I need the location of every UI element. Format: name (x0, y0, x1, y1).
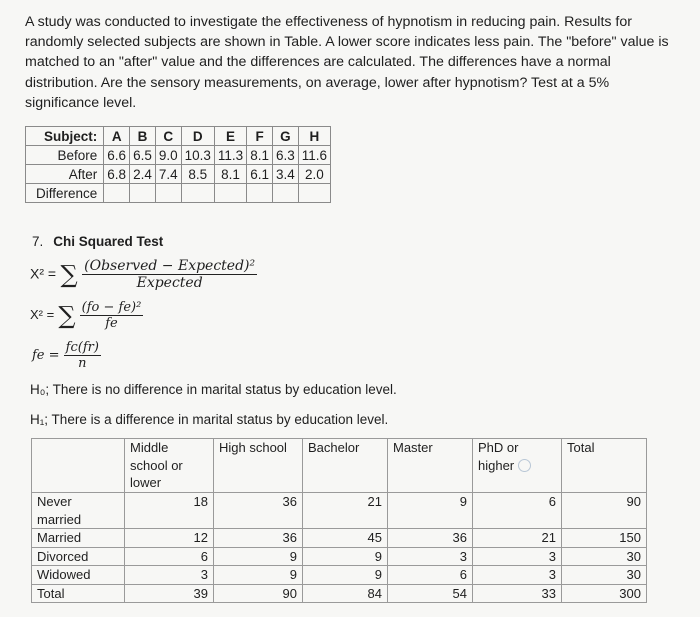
table-cell: 36 (214, 493, 303, 529)
difference-row (26, 184, 331, 203)
difference-cell (104, 184, 130, 203)
chi-square-formula (30, 258, 257, 291)
after-cell: 8.1 (214, 165, 246, 184)
before-cell: 11.6 (298, 146, 330, 165)
chi-square-frequency-formula (30, 300, 143, 331)
subject-table (25, 126, 331, 203)
formula-fraction (82, 258, 257, 291)
subject-row (26, 127, 331, 146)
table-cell: 6 (473, 493, 562, 529)
table-row (32, 529, 647, 548)
table-cell: 33 (473, 584, 562, 603)
sigma-symbol: ∑ (60, 260, 78, 289)
circle-icon (518, 459, 531, 472)
before-cell: 8.1 (247, 146, 273, 165)
difference-cell (181, 184, 214, 203)
subject-cell: D (181, 127, 214, 146)
table-cell: 36 (214, 529, 303, 548)
table-cell: 9 (388, 493, 473, 529)
row-label: Divorced (32, 547, 125, 566)
table-cell: 9 (303, 547, 388, 566)
subject-cell: H (298, 127, 330, 146)
difference-cell (247, 184, 273, 203)
difference-cell (155, 184, 181, 203)
subject-cell: A (104, 127, 130, 146)
section-number: 7. (32, 234, 44, 249)
table-cell: 54 (388, 584, 473, 603)
header-cell: Bachelor (303, 439, 388, 493)
table-cell: 84 (303, 584, 388, 603)
table-cell: 6 (388, 566, 473, 585)
section-title: Chi Squared Test (53, 234, 164, 249)
subject-cell: B (130, 127, 156, 146)
table-cell: 300 (562, 584, 647, 603)
null-hypothesis: H₀; There is no difference in marital status by education level. (30, 382, 397, 397)
before-cell: 6.3 (272, 146, 298, 165)
difference-cell (214, 184, 246, 203)
table-row (32, 547, 647, 566)
table-cell: 21 (473, 529, 562, 548)
header-cell: Master (388, 439, 473, 493)
before-cell: 11.3 (214, 146, 246, 165)
subject-cell: F (247, 127, 273, 146)
table-cell: 6 (125, 547, 214, 566)
table-cell: 12 (125, 529, 214, 548)
subject-cell: E (214, 127, 246, 146)
difference-cell (130, 184, 156, 203)
header-row (32, 439, 647, 493)
after-cell: 6.1 (247, 165, 273, 184)
table-row (32, 493, 647, 529)
header-label: PhD or higher (478, 440, 519, 473)
table-row (32, 566, 647, 585)
subject-cell: C (155, 127, 181, 146)
formula-numerator: (fo − fe)² (81, 300, 142, 315)
table-cell: 90 (214, 584, 303, 603)
table-cell: 3 (473, 547, 562, 566)
before-row (26, 146, 331, 165)
formula-lhs: X² = (30, 265, 57, 282)
row-label: Total (32, 584, 125, 603)
formula-numerator: (Observed − Expected)² (84, 258, 256, 274)
table-cell: 9 (303, 566, 388, 585)
after-cell: 3.4 (272, 165, 298, 184)
row-label: Difference (26, 184, 104, 203)
formula-denominator: n (78, 356, 87, 371)
row-label: After (26, 165, 104, 184)
table-cell: 150 (562, 529, 647, 548)
formula-denominator: fe (105, 316, 118, 331)
table-cell: 30 (562, 547, 647, 566)
table-cell: 39 (125, 584, 214, 603)
row-label: Never married (32, 493, 125, 529)
table-cell: 18 (125, 493, 214, 529)
corner-cell (32, 439, 125, 493)
table-cell: 45 (303, 529, 388, 548)
formula-numerator: fc(fr) (65, 340, 99, 355)
difference-cell (272, 184, 298, 203)
row-label: Before (26, 146, 104, 165)
table-cell: 30 (562, 566, 647, 585)
formula-lhs: fe = (32, 348, 60, 363)
total-row (32, 584, 647, 603)
after-cell: 7.4 (155, 165, 181, 184)
header-cell: Middle school or lower (125, 439, 214, 493)
row-label: Married (32, 529, 125, 548)
formula-lhs: X² = (30, 307, 55, 322)
header-cell: Total (562, 439, 647, 493)
header-cell: High school (214, 439, 303, 493)
table-cell: 3 (125, 566, 214, 585)
table-cell: 21 (303, 493, 388, 529)
table-cell: 9 (214, 547, 303, 566)
row-label: Widowed (32, 566, 125, 585)
contingency-table (31, 438, 647, 603)
formula-fraction (64, 340, 101, 371)
alternative-hypothesis: H₁; There is a difference in marital status by education level. (30, 412, 389, 427)
table-cell: 90 (562, 493, 647, 529)
table-cell: 3 (473, 566, 562, 585)
after-cell: 6.8 (104, 165, 130, 184)
before-cell: 6.6 (104, 146, 130, 165)
sigma-symbol: ∑ (58, 301, 76, 330)
table-cell: 36 (388, 529, 473, 548)
before-cell: 10.3 (181, 146, 214, 165)
question-text: A study was conducted to investigate the effectiveness of hypnotism in reducing pain. Results for randomly selected subjects are shown in Table. A lower score indicates less pain. The "before" value is matched to an "after" value and the differences are calculated. The differences have a normal distribution. Are the sensory measurements, on average, lower after hypnotism? Test at a 5% significance level. (25, 14, 669, 111)
before-cell: 6.5 (130, 146, 156, 165)
subject-cell: G (272, 127, 298, 146)
before-cell: 9.0 (155, 146, 181, 165)
difference-cell (298, 184, 330, 203)
table-cell: 9 (214, 566, 303, 585)
section-heading (32, 234, 163, 249)
after-cell: 2.0 (298, 165, 330, 184)
row-label: Subject: (26, 127, 104, 146)
formula-denominator: Expected (136, 275, 203, 291)
after-cell: 2.4 (130, 165, 156, 184)
after-cell: 8.5 (181, 165, 214, 184)
after-row (26, 165, 331, 184)
expected-frequency-formula (32, 340, 101, 371)
header-cell (473, 439, 562, 493)
table-cell: 3 (388, 547, 473, 566)
formula-fraction (80, 300, 144, 331)
